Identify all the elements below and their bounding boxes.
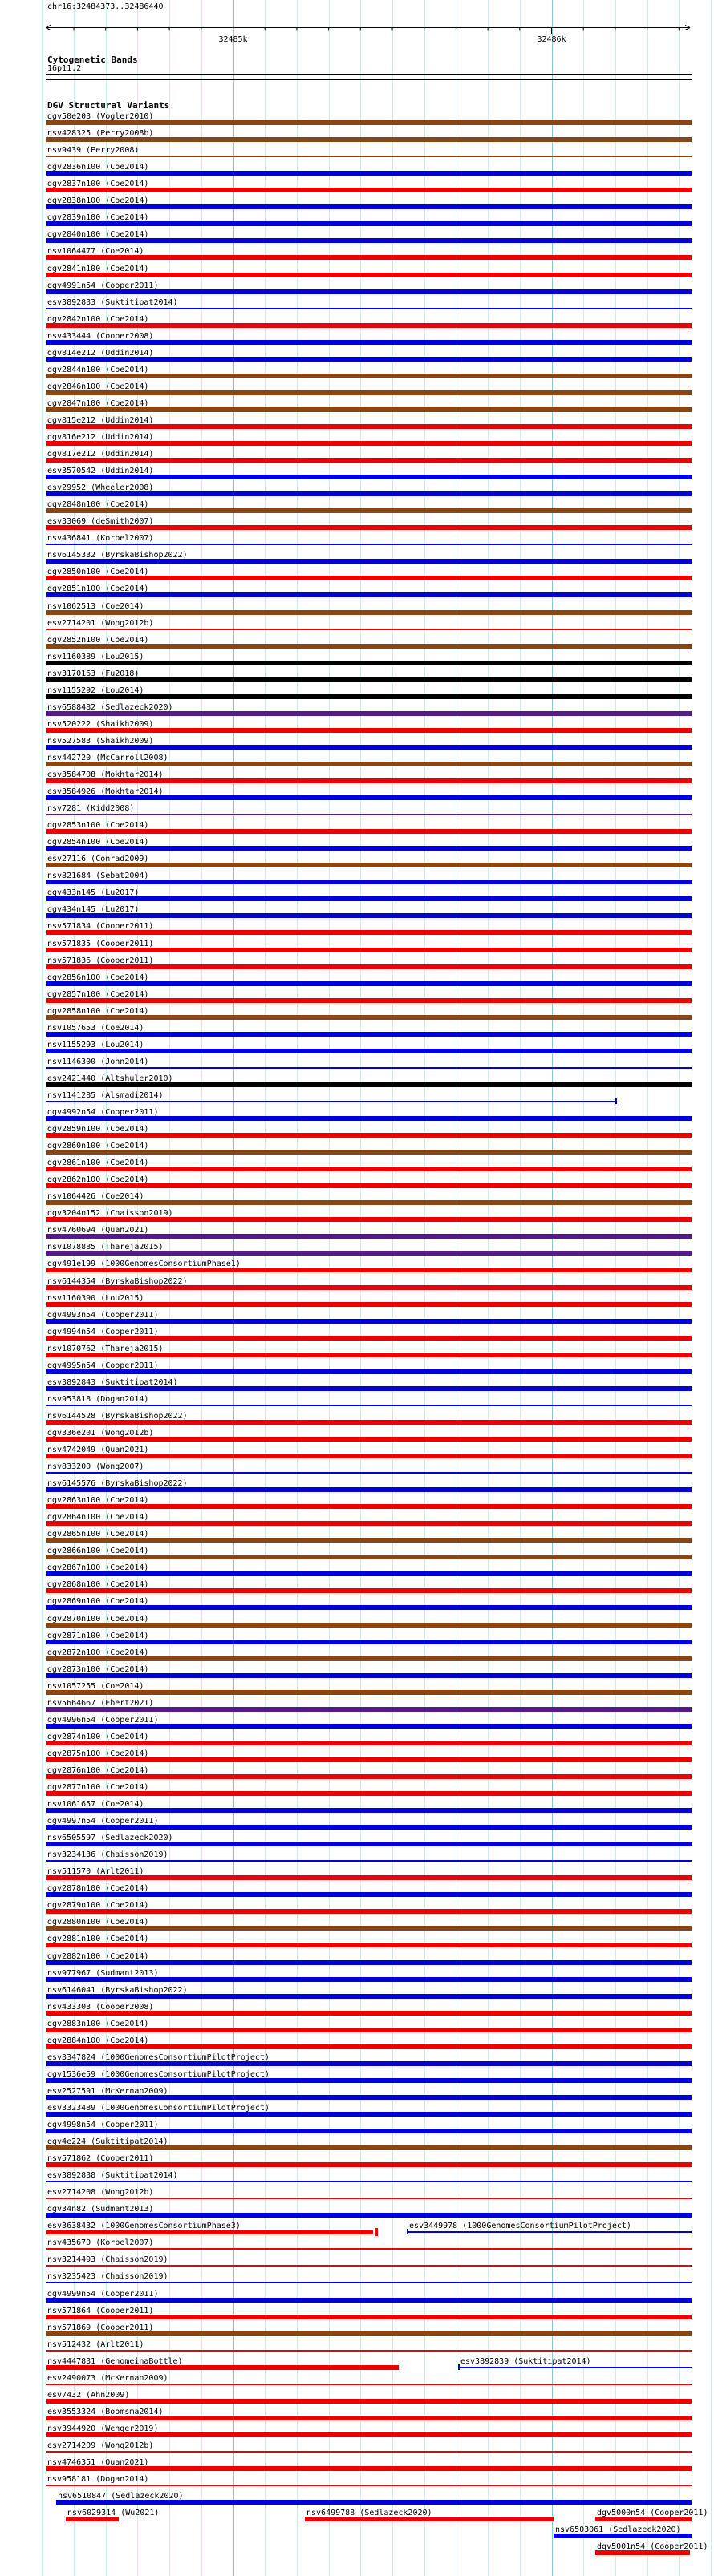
variant-label: nsv1070762 (Thareja2015) [47, 1344, 164, 1353]
variant-label: nsv433303 (Cooper2008) [47, 2002, 154, 2012]
variant-label: dgv2858n100 (Coe2014) [47, 1006, 149, 1016]
variant-bar[interactable] [46, 629, 692, 630]
variant-label: nsv6029314 (Wu2021) [67, 2509, 160, 2518]
variant-label: dgv2857n100 (Coe2014) [47, 989, 149, 999]
variant-label: nsv6146041 (ByrskaBishop2022) [47, 1985, 188, 1995]
variant-label: esv3584926 (Mokhtar2014) [47, 787, 164, 796]
variant-label: dgv5000n54 (Cooper2011) [597, 2509, 708, 2518]
variant-label: esv3892843 (Suktitipat2014) [47, 1377, 178, 1387]
variant-label: dgv2882n100 (Coe2014) [47, 1951, 149, 1961]
variant-label: nsv821684 (Sebat2004) [47, 871, 149, 881]
variant-label: nsv6145332 (ByrskaBishop2022) [47, 551, 188, 560]
variant-label: dgv491e199 (1000GenomesConsortiumPhase1) [47, 1260, 241, 1269]
variant-label: dgv817e212 (Uddin2014) [47, 450, 154, 459]
variant-label: dgv336e201 (Wong2012b) [47, 1428, 154, 1438]
variant-label: dgv2860n100 (Coe2014) [47, 1142, 149, 1151]
variant-label: nsv512432 (Arlt2011) [47, 2339, 144, 2349]
variant-label: nsv6588482 (Sedlazeck2020) [47, 702, 173, 712]
variant-label: nsv571864 (Cooper2011) [47, 2306, 154, 2315]
variant-label: dgv2839n100 (Coe2014) [47, 213, 149, 223]
variant-label: nsv3214493 (Chaisson2019) [47, 2255, 168, 2265]
variant-label: esv3570542 (Uddin2014) [47, 467, 154, 475]
variant-label: dgv3204n152 (Chaisson2019) [47, 1209, 173, 1219]
variant-label: esv3584708 (Mokhtar2014) [47, 770, 164, 779]
variant-label: nsv1061657 (Coe2014) [47, 1800, 144, 1809]
variant-label: dgv2884n100 (Coe2014) [47, 2036, 149, 2045]
variant-label: dgv2844n100 (Coe2014) [47, 365, 149, 374]
variant-label: dgv2841n100 (Coe2014) [47, 264, 149, 273]
variant-label: dgv2883n100 (Coe2014) [47, 2019, 149, 2028]
variant-bar-tick[interactable] [615, 1098, 617, 1104]
variant-bar-tick[interactable] [375, 2228, 378, 2236]
variant-bar[interactable] [46, 308, 692, 309]
variant-label: nsv1146300 (John2014) [47, 1057, 149, 1066]
variant-label: esv2714208 (Wong2012b) [47, 2188, 154, 2198]
variant-label: nsv436841 (Korbel2007) [47, 534, 154, 544]
variant-label: nsv3234136 (Chaisson2019) [47, 1850, 168, 1860]
track-title-cytogenetic-bands: Cytogenetic Bands [47, 55, 138, 65]
variant-label: nsv571862 (Cooper2011) [47, 2154, 154, 2164]
variant-bar[interactable] [46, 2399, 692, 2404]
variant-label: dgv2879n100 (Coe2014) [47, 1901, 149, 1911]
variant-bar[interactable] [46, 677, 692, 682]
variant-label: nsv3944920 (Wenger2019) [47, 2424, 159, 2433]
variant-label: nsv9439 (Perry2008) [47, 146, 140, 156]
variant-bar[interactable] [46, 913, 692, 918]
variant-label: dgv2862n100 (Coe2014) [47, 1175, 149, 1185]
variant-label: dgv2856n100 (Coe2014) [47, 973, 149, 982]
variant-label: nsv571869 (Cooper2011) [47, 2323, 154, 2332]
variant-bar[interactable] [408, 2231, 692, 2233]
variant-label: dgv4996n54 (Cooper2011) [47, 1715, 159, 1725]
variant-label: dgv2880n100 (Coe2014) [47, 1918, 149, 1927]
variant-label: dgv2869n100 (Coe2014) [47, 1597, 149, 1607]
variant-label: nsv7281 (Kidd2008) [47, 804, 135, 814]
variant-label: dgv2864n100 (Coe2014) [47, 1513, 149, 1523]
variant-label: nsv833200 (Wong2007) [47, 1462, 144, 1471]
variant-label: nsv6144528 (ByrskaBishop2022) [47, 1411, 188, 1421]
minor-gridline [711, 0, 712, 2576]
variant-label: nsv4746351 (Quan2021) [47, 2458, 149, 2467]
variant-label: dgv814e212 (Uddin2014) [47, 348, 154, 358]
variant-label: nsv435670 (Korbel2007) [47, 2238, 154, 2248]
variant-bar[interactable] [46, 156, 692, 157]
variant-label: nsv1160389 (Lou2015) [47, 652, 144, 661]
variant-label: nsv1057255 (Coe2014) [47, 1681, 144, 1691]
variant-label: dgv2853n100 (Coe2014) [47, 821, 149, 831]
variant-label: dgv2852n100 (Coe2014) [47, 635, 149, 645]
variant-label: dgv4993n54 (Cooper2011) [47, 1310, 159, 1320]
variant-label: nsv520222 (Shaikh2009) [47, 719, 154, 729]
variant-label: nsv4447831 (GenomeinaBottle) [47, 2356, 183, 2366]
variant-label: dgv2872n100 (Coe2014) [47, 1648, 149, 1657]
variant-label: dgv2875n100 (Coe2014) [47, 1749, 149, 1758]
ruler-tick-label: 32485k [218, 35, 248, 44]
variant-label: nsv1155292 (Lou2014) [47, 685, 144, 695]
variant-label: esv2490073 (McKernan2009) [47, 2373, 168, 2383]
variant-bar[interactable] [46, 2282, 692, 2283]
variant-label: dgv2850n100 (Coe2014) [47, 568, 149, 577]
variant-label: nsv1064426 (Coe2014) [47, 1192, 144, 1202]
variant-label: dgv2854n100 (Coe2014) [47, 838, 149, 847]
variant-label: dgv2861n100 (Coe2014) [47, 1159, 149, 1168]
variant-label: nsv527583 (Shaikh2009) [47, 736, 154, 746]
variant-label: esv29952 (Wheeler2008) [47, 483, 154, 493]
variant-label: esv3323489 (1000GenomesConsortiumPilotProject) [47, 2103, 270, 2113]
variant-label: nsv6499788 (Sedlazeck2020) [306, 2509, 432, 2518]
variant-label: nsv511570 (Arlt2011) [47, 1867, 144, 1877]
variant-label: dgv2868n100 (Coe2014) [47, 1580, 149, 1590]
variant-bar[interactable] [46, 2248, 692, 2250]
variant-label: dgv434n145 (Lu2017) [47, 905, 140, 915]
variant-label: nsv6144354 (ByrskaBishop2022) [47, 1276, 188, 1286]
variant-bar-tick[interactable] [407, 2229, 408, 2234]
variant-bar[interactable] [46, 1860, 692, 1862]
variant-bar[interactable] [46, 2451, 692, 2453]
variant-label: dgv2866n100 (Coe2014) [47, 1547, 149, 1556]
variant-label: esv3553324 (Boomsma2014) [47, 2407, 164, 2416]
variant-bar[interactable] [46, 2181, 692, 2182]
variant-bar[interactable] [46, 896, 692, 901]
variant-bar[interactable] [46, 814, 692, 815]
variant-label: dgv2838n100 (Coe2014) [47, 196, 149, 206]
variant-label: esv3892839 (Suktitipat2014) [460, 2356, 591, 2366]
variant-label: nsv571835 (Cooper2011) [47, 939, 154, 948]
variant-label: esv3892838 (Suktitipat2014) [47, 2171, 178, 2181]
variant-label: nsv6145576 (ByrskaBishop2022) [47, 1479, 188, 1488]
variant-label: nsv958181 (Dogan2014) [47, 2475, 149, 2484]
variant-label: dgv1536e59 (1000GenomesConsortiumPilotProject) [47, 2069, 270, 2079]
variant-label: nsv6505597 (Sedlazeck2020) [47, 1834, 173, 1843]
variant-label: nsv977967 (Sudmant2013) [47, 1968, 159, 1978]
variant-label: nsv6503061 (Sedlazeck2020) [555, 2525, 681, 2535]
variant-label: nsv442720 (McCarroll2008) [47, 753, 168, 762]
variant-label: nsv1141285 (Alsmadi2014) [47, 1090, 164, 1100]
variant-label: nsv4760694 (Quan2021) [47, 1226, 149, 1235]
variant-label: dgv34n82 (Sudmant2013) [47, 2205, 154, 2214]
variant-label: esv3449978 (1000GenomesConsortiumPilotProject) [409, 2222, 631, 2231]
variant-label: dgv4992n54 (Cooper2011) [47, 1108, 159, 1117]
variant-label: esv3892833 (Suktitipat2014) [47, 297, 178, 307]
variant-label: nsv571836 (Cooper2011) [47, 956, 154, 965]
variant-label: nsv3235423 (Chaisson2019) [47, 2272, 168, 2282]
variant-label: dgv2867n100 (Coe2014) [47, 1563, 149, 1573]
variant-label: dgv2836n100 (Coe2014) [47, 163, 149, 172]
variant-label: dgv2873n100 (Coe2014) [47, 1664, 149, 1674]
variant-label: nsv1062513 (Coe2014) [47, 601, 144, 611]
variant-label: dgv4994n54 (Cooper2011) [47, 1327, 159, 1337]
variant-bar[interactable] [46, 2384, 692, 2385]
variant-label: nsv3170163 (Fu2018) [47, 669, 140, 678]
variant-label: dgv2847n100 (Coe2014) [47, 398, 149, 408]
variant-label: nsv1160390 (Lou2015) [47, 1293, 144, 1303]
variant-label: dgv4997n54 (Cooper2011) [47, 1817, 159, 1826]
variant-label: nsv953818 (Dogan2014) [47, 1394, 149, 1404]
variant-label: nsv1078885 (Thareja2015) [47, 1243, 164, 1252]
variant-label: nsv1155293 (Lou2014) [47, 1040, 144, 1049]
variant-label: dgv2874n100 (Coe2014) [47, 1732, 149, 1741]
minor-gridline [42, 0, 43, 2576]
variant-label: esv2421440 (Altshuler2010) [47, 1074, 173, 1083]
variant-label: dgv2863n100 (Coe2014) [47, 1496, 149, 1506]
variant-label: dgv2878n100 (Coe2014) [47, 1884, 149, 1894]
variant-label: dgv4995n54 (Cooper2011) [47, 1361, 159, 1370]
variant-label: esv3638432 (1000GenomesConsortiumPhase3) [47, 2222, 241, 2231]
variant-bar-tick[interactable] [458, 2364, 460, 2370]
coordinate-ruler [0, 0, 714, 47]
variant-bar[interactable] [46, 2350, 692, 2352]
ruler-tick-label: 32486k [537, 35, 566, 44]
variant-bar[interactable] [459, 2367, 692, 2368]
variant-label: esv7432 (Ahn2009) [47, 2390, 130, 2400]
variant-label: esv2714201 (Wong2012b) [47, 618, 154, 628]
variant-label: nsv4742049 (Quan2021) [47, 1446, 149, 1454]
variant-label: dgv2842n100 (Coe2014) [47, 314, 149, 324]
variant-label: dgv4999n54 (Cooper2011) [47, 2289, 159, 2299]
variant-label: nsv1064477 (Coe2014) [47, 247, 144, 257]
variant-label: dgv2871n100 (Coe2014) [47, 1631, 149, 1640]
variant-label: dgv5001n54 (Cooper2011) [597, 2542, 708, 2552]
variant-label: esv2714209 (Wong2012b) [47, 2441, 154, 2450]
variant-bar[interactable] [46, 1101, 616, 1102]
variant-bar[interactable] [46, 2198, 692, 2199]
track-title-dgv-structural-variants: DGV Structural Variants [47, 100, 170, 111]
variant-label: dgv2859n100 (Coe2014) [47, 1125, 149, 1134]
variant-label: dgv433n145 (Lu2017) [47, 888, 140, 898]
variant-label: dgv50e203 (Vogler2010) [47, 112, 154, 121]
variant-label: nsv428325 (Perry2008b) [47, 129, 154, 139]
variant-bar[interactable] [46, 544, 692, 545]
variant-bar[interactable] [46, 1472, 692, 1474]
variant-label: dgv4e224 (Suktitipat2014) [47, 2137, 168, 2146]
variant-label: dgv2848n100 (Coe2014) [47, 500, 149, 510]
variant-label: esv3347824 (1000GenomesConsortiumPilotProject) [47, 2052, 270, 2062]
variant-label: dgv4991n54 (Cooper2011) [47, 281, 159, 290]
cytoband-glyph[interactable] [46, 74, 692, 80]
variant-label: dgv4998n54 (Cooper2011) [47, 2121, 159, 2129]
variant-bar[interactable] [46, 2265, 692, 2267]
variant-bar[interactable] [46, 1067, 692, 1069]
variant-label: dgv2851n100 (Coe2014) [47, 584, 149, 594]
region-coordinates-label: chr16:32484373..32486440 [47, 2, 164, 11]
variant-label: esv27116 (Conrad2009) [47, 855, 149, 864]
variant-bar[interactable] [46, 1405, 692, 1406]
variant-label: dgv2837n100 (Coe2014) [47, 180, 149, 189]
variant-label: nsv571834 (Cooper2011) [47, 922, 154, 932]
variant-label: dgv2876n100 (Coe2014) [47, 1765, 149, 1775]
variant-label: nsv6510847 (Sedlazeck2020) [58, 2492, 184, 2501]
variant-label: esv33069 (deSmith2007) [47, 517, 154, 527]
variant-label: nsv1057653 (Coe2014) [47, 1023, 144, 1033]
variant-label: dgv816e212 (Uddin2014) [47, 433, 154, 442]
variant-label: dgv2846n100 (Coe2014) [47, 382, 149, 391]
variant-label: dgv2840n100 (Coe2014) [47, 230, 149, 240]
variant-label: dgv2865n100 (Coe2014) [47, 1530, 149, 1539]
variant-label: dgv2877n100 (Coe2014) [47, 1783, 149, 1792]
cytoband-label: 16p11.2 [47, 64, 82, 73]
variant-bar[interactable] [46, 2485, 692, 2486]
variant-label: nsv433444 (Cooper2008) [47, 331, 154, 341]
variant-label: nsv5664667 (Ebert2021) [47, 1698, 154, 1708]
variant-label: esv2527591 (McKernan2009) [47, 2086, 168, 2096]
variant-label: dgv2881n100 (Coe2014) [47, 1935, 149, 1944]
variant-label: dgv815e212 (Uddin2014) [47, 415, 154, 425]
variant-label: dgv2870n100 (Coe2014) [47, 1614, 149, 1624]
